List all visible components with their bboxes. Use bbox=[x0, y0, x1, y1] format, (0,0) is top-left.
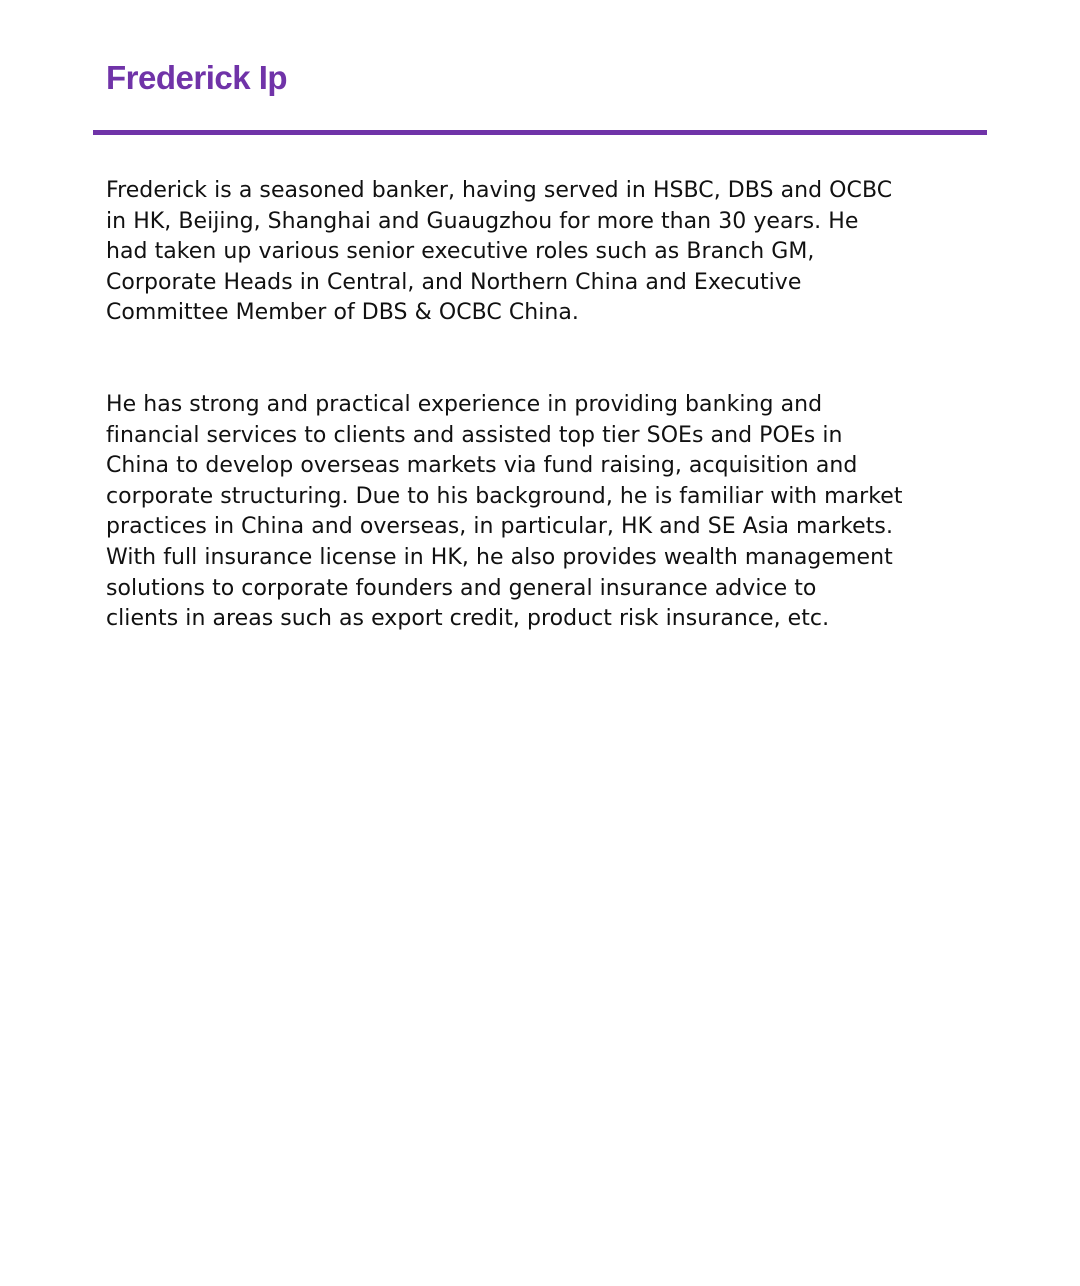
profile-name-heading: Frederick Ip bbox=[106, 59, 288, 96]
bio-paragraph-career: Frederick is a seasoned banker, having served in HSBC, DBS and OCBC in HK, Beijing, Shanghai and Guaugzhou for more than 30 years. He had taken up various senior executive roles such as Branch GM, Corporate Heads in Central, and Northern China and Executive Committee Member of DBS & OCBC China. bbox=[106, 178, 893, 326]
title-divider bbox=[93, 130, 987, 135]
bio-paragraph-experience: He has strong and practical experience in providing banking and financial services to clients and assisted top tier SOEs and POEs in China to develop overseas markets via fund raising, acquisition and corporate structuring. Due to his background, he is familiar with market practices in China and overseas, in particular, HK and SE Asia markets. With full insurance license in HK, he also provides wealth management solutions to corporate founders and general insurance advice to clients in areas such as export credit, product risk insurance, etc. bbox=[106, 392, 903, 632]
